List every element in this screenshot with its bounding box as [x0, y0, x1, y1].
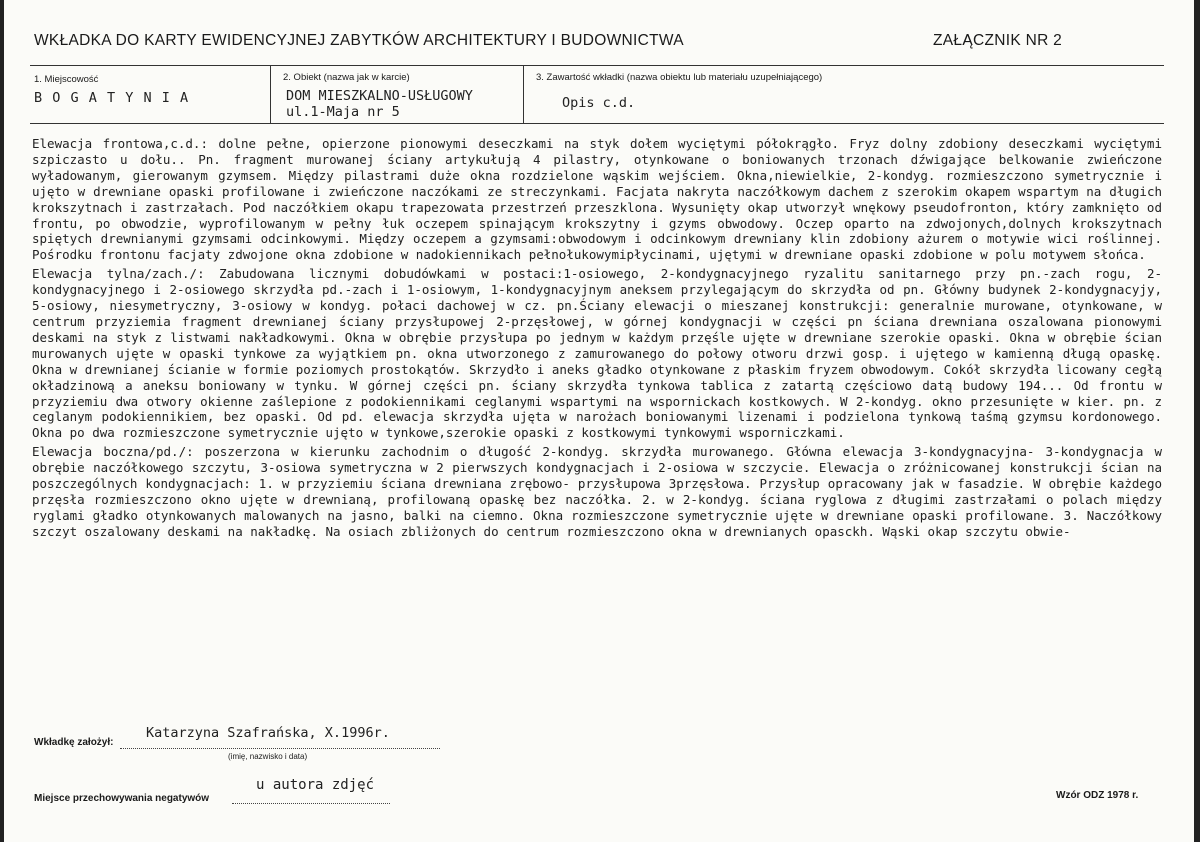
field-contents-value: Opis c.d.: [562, 95, 636, 111]
field-locality-label: 1. Miejscowość: [34, 74, 99, 85]
scan-edge-left: [0, 0, 4, 842]
author-dotted-line: [120, 748, 440, 749]
author-label: Wkładkę założył:: [34, 737, 114, 748]
paragraph-rear-elevation: Elewacja tylna/zach./: Zabudowana licznymi dobudówkami w postaci:1-osiowego, 2-kondygnacyjnego ryzalitu sanitarnego przy pn.-zach rogu, 2-kondygnacyjnego i 2-osiowego skrzydła pd.-zach i 1-osiowym, 1-kondygnacyjnym aneksem przylegającym do skrzydła od pn. Główny budynek 2-kondygnacyjy, 5-osiowy, niesymetryczny, 3-osiowy w kondyg. połaci dachowej w cz. pn.Ściany elewacji o mieszanej konstrukcji: generalnie murowane, otynkowane, w centrum przyziemia fragment drewnianej ściany przysłupowej 2-przęsłowej, w górnej kondygnacji w części pn ściana drewniana oszalowana pionowymi deskami na styk z listwami nakładkowymi. Okna w obrębie przysłupa po jednym w każdym przęśle ujęte w drewniane szerokie opaski. Okna w obrębie ścian murowanych ujęte w opaski tynkowe za wyjątkiem pn. okna utworzonego z zamurowanego do połowy otworu drzwi gosp. i ujętego w kamienną długą opaskę. Okna w drewnianej ścianie w formie poziomych prostokątów. Skrzydło i aneks gładko otynkowane z płaskim fryzem obwodowym. Cokół skrzydła licowany cegłą okładzinową a aneksu boniowany w tynku. W górnej części pn. ściany skrzydła tynkowa tablica z zatartą częściowo datą budowy 194... Od frontu w przyziemiu dwa otwory okienne zaślepione z podokiennikami ceglanymi wspartymi na wspornickach kostkowych. W 2-kondyg. okno przesunięte w kier. pn. z ceglanym podokiennikiem, bez opaski. Od pd. elewacja skrzydła ujęta w narożach boniowanymi lizenami i podzielona tynkową taśmą gzymsu kordonowego. Okna po dwa rozmieszczone symetrycznie ujęto w tynkowe,szerokie opaski z kostkowymi tynkowymi wsporniczkami.: [32, 266, 1162, 441]
field-object-value-line1: DOM MIESZKALNO-USŁUGOWY: [286, 88, 473, 104]
scan-edge-right: [1194, 0, 1200, 842]
author-caption: (imię, nazwisko i data): [228, 752, 308, 761]
header-rule-top: [30, 65, 1164, 66]
field-divider-1: [270, 65, 271, 123]
negatives-dotted-line: [232, 803, 390, 804]
annex-number: ZAŁĄCZNIK NR 2: [933, 32, 1063, 49]
field-contents-label: 3. Zawartość wkładki (nazwa obiektu lub materiału uzupełniającego): [536, 72, 823, 83]
header-rule-bottom: [30, 123, 1164, 124]
field-divider-2: [523, 65, 524, 123]
paragraph-front-elevation: Elewacja frontowa,c.d.: dolne pełne, opierzone pionowymi deseczkami na styk dołem wyciętymi półokrągło. Fryz dolny zdobiony deseczkami wyciętymi szpiczasto u dołu.. Pn. fragment murowanej ściany artykułują 4 pilastry, otynkowane o boniowanych trzonach dźwigające belkowanie zwieńczone wyładowanym, gierowanym gzymsem. Między pilastrami duże okna rozdzielone wąskim wejściem. Okna,niewielkie, 2-kondyg. rozmieszczono symetrycznie i ujęto w drewniane opaski profilowane i zwieńczone naczókami ze streczynkami. Facjata nakryta naczółkowym dachem z szerokim okapem wspartym na długich krokszytnach i zastrzałach. Pod naczółkiem okapu trapezowata przestrzeń przeszklona. Wysunięty okap utworzył wnękowy pseudofronton, który zamknięto od frontu, po obwodzie, wyprofilowanym w pełny łuk oczepem spinającym krokszytny i gzyms obwodowy. Oczep oparto na zdwojonych,dolnych krokszytnach spiętych drewnianymi gzymsami odcinkowymi. Między oczepem a gzymsami:obwodowym i odcinkowym drewniany klin zdobiony ażurem o motywie wici roślinnej. Pośrodku frontonu facjaty zdwojone okna zdobione w nadokiennikach pełnołukowymipłycinami, ujętymi w drewniane opaski zdobione w polu motywem słońca.: [32, 136, 1162, 263]
field-object-label: 2. Obiekt (nazwa jak w karcie): [283, 72, 410, 83]
negatives-label: Miejsce przechowywania negatywów: [34, 793, 210, 804]
form-model: Wzór ODZ 1978 r.: [1056, 790, 1139, 801]
paragraph-side-elevation: Elewacja boczna/pd./: poszerzona w kierunku zachodnim o długość 2-kondyg. skrzydła murowanego. Główna elewacja 3-kondygnacyjna- 3-kondygnacja w obrębie naczółkowego szczytu, 3-osiowa symetryczna w 2 pierwszych kondygnacjach i 2-osiowa w szczycie. Elewacja o zróżnicowanej konstrukcji ścian na poszczególnych kondygnacjach: 1. w przyziemiu ściana drewniana zrębowo- przysłupowa 3przęsłowa. Przysłup opracowany jak w fasadzie. W obrębie każdego przęsła rozmieszczono okno ujęte w drewnianą, profilowaną opaskę bez naczółka. 2. w 2-kondyg. ściana ryglowa z długimi zastrzałami o polach między ryglami gładko otynkowanych malowanych na jasno, balki na ciemno. Okna rozmieszczone symetrycznie ujęte w drewniane opaski profilowane. 3. Naczółkowy szczyt oszalowany deskami na nakładkę. Na osiach zbliżonych do centrum rozmieszczono okna w drewnianych opasckh. Wąski okap szczytu obwie-: [32, 444, 1162, 539]
field-locality-value: B O G A T Y N I A: [34, 90, 190, 106]
form-title: WKŁADKA DO KARTY EWIDENCYJNEJ ZABYTKÓW ARCHITEKTURY I BUDOWNICTWA: [34, 32, 684, 49]
author-value: Katarzyna Szafrańska, X.1996r.: [146, 725, 390, 741]
negatives-value: u autora zdjęć: [256, 777, 375, 793]
description-body: [32, 136, 1162, 543]
field-object-value-line2: ul.1-Maja nr 5: [286, 104, 400, 120]
